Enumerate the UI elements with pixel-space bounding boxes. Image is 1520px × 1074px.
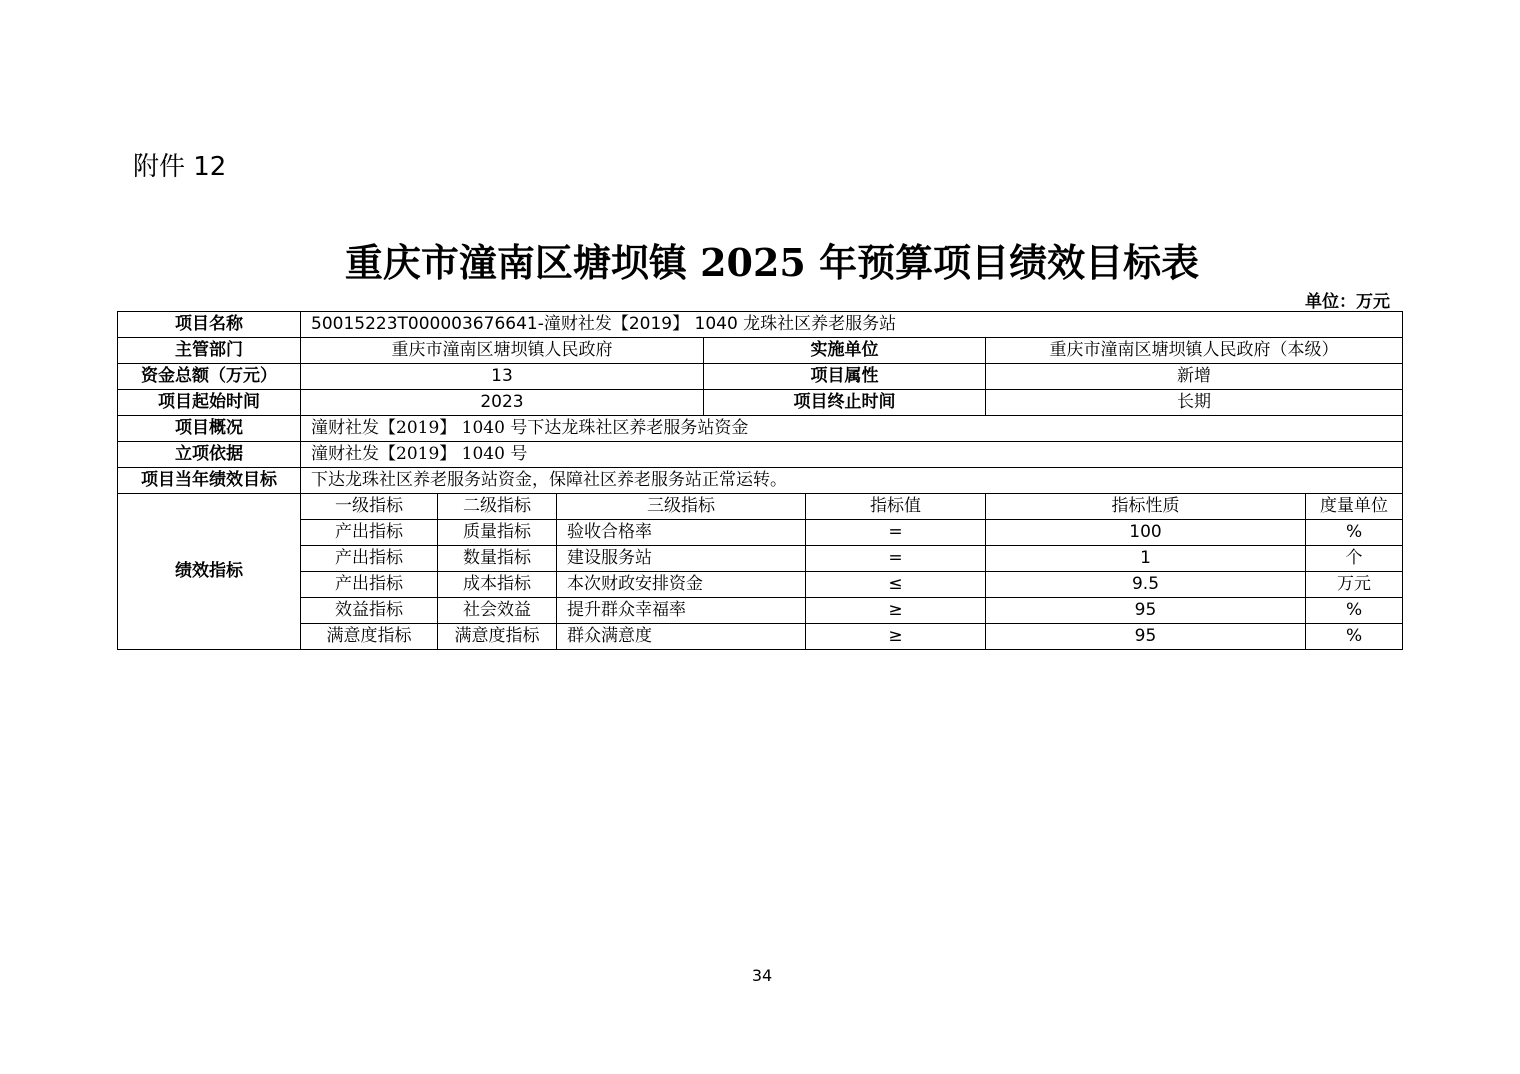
indicator-operator: = xyxy=(806,546,986,572)
row-overview xyxy=(118,416,1403,442)
indicator-level1: 产出指标 xyxy=(301,546,438,572)
table-row xyxy=(118,598,1403,624)
goal-value: 下达龙珠社区养老服务站资金，保障社区养老服务站正常运转。 xyxy=(301,468,1403,494)
implementer-label: 实施单位 xyxy=(704,338,986,364)
indicator-level2: 数量指标 xyxy=(438,546,557,572)
indicator-operator: = xyxy=(806,520,986,546)
unit-label: 单位：万元 xyxy=(1305,292,1390,312)
header-indicator-nature: 指标性质 xyxy=(986,494,1306,520)
indicators-section-label: 绩效指标 xyxy=(118,494,301,650)
fund-label: 资金总额（万元） xyxy=(118,364,301,390)
attachment-label: 附件 12 xyxy=(133,152,227,182)
indicator-level1: 产出指标 xyxy=(301,520,438,546)
row-fund xyxy=(118,364,1403,390)
overview-label: 项目概况 xyxy=(118,416,301,442)
attribute-label: 项目属性 xyxy=(704,364,986,390)
indicator-unit: % xyxy=(1306,624,1403,650)
row-department xyxy=(118,338,1403,364)
indicator-level3: 提升群众幸福率 xyxy=(557,598,806,624)
table-row xyxy=(118,520,1403,546)
indicator-level2: 社会效益 xyxy=(438,598,557,624)
indicator-operator: ≥ xyxy=(806,598,986,624)
fund-value: 13 xyxy=(301,364,704,390)
indicator-unit: 万元 xyxy=(1306,572,1403,598)
indicator-unit: % xyxy=(1306,520,1403,546)
table-row xyxy=(118,624,1403,650)
indicator-operator: ≥ xyxy=(806,624,986,650)
row-basis xyxy=(118,442,1403,468)
indicator-target: 100 xyxy=(986,520,1306,546)
row-goal xyxy=(118,468,1403,494)
indicator-level2: 质量指标 xyxy=(438,520,557,546)
row-period xyxy=(118,390,1403,416)
page-number: 34 xyxy=(751,966,773,985)
attribute-value: 新增 xyxy=(986,364,1403,390)
project-name-value: 50015223T000003676641-潼财社发【2019】 1040 龙珠社区养老服务站 xyxy=(301,312,1403,338)
end-time-value: 长期 xyxy=(986,390,1403,416)
header-indicator-value: 指标值 xyxy=(806,494,986,520)
indicator-level3: 验收合格率 xyxy=(557,520,806,546)
department-value: 重庆市潼南区塘坝镇人民政府 xyxy=(301,338,704,364)
indicator-level2: 满意度指标 xyxy=(438,624,557,650)
department-label: 主管部门 xyxy=(118,338,301,364)
indicator-unit: % xyxy=(1306,598,1403,624)
indicator-level1: 产出指标 xyxy=(301,572,438,598)
indicator-header-row xyxy=(118,494,1403,520)
indicator-level2: 成本指标 xyxy=(438,572,557,598)
header-unit: 度量单位 xyxy=(1306,494,1403,520)
indicator-target: 95 xyxy=(986,624,1306,650)
basis-value: 潼财社发【2019】 1040 号 xyxy=(301,442,1403,468)
indicator-target: 9.5 xyxy=(986,572,1306,598)
indicator-level1: 满意度指标 xyxy=(301,624,438,650)
overview-value: 潼财社发【2019】 1040 号下达龙珠社区养老服务站资金 xyxy=(301,416,1403,442)
header-level3: 三级指标 xyxy=(557,494,806,520)
performance-table xyxy=(117,311,1403,650)
indicator-operator: ≤ xyxy=(806,572,986,598)
indicator-target: 1 xyxy=(986,546,1306,572)
table-row xyxy=(118,572,1403,598)
indicator-level1: 效益指标 xyxy=(301,598,438,624)
end-time-label: 项目终止时间 xyxy=(704,390,986,416)
implementer-value: 重庆市潼南区塘坝镇人民政府（本级） xyxy=(986,338,1403,364)
indicator-level3: 本次财政安排资金 xyxy=(557,572,806,598)
header-level1: 一级指标 xyxy=(301,494,438,520)
row-project-name xyxy=(118,312,1403,338)
indicator-level3: 群众满意度 xyxy=(557,624,806,650)
indicator-target: 95 xyxy=(986,598,1306,624)
page-title: 重庆市潼南区塘坝镇 2025 年预算项目绩效目标表 xyxy=(344,240,1200,285)
project-name-label: 项目名称 xyxy=(118,312,301,338)
header-level2: 二级指标 xyxy=(438,494,557,520)
indicator-unit: 个 xyxy=(1306,546,1403,572)
goal-label: 项目当年绩效目标 xyxy=(118,468,301,494)
basis-label: 立项依据 xyxy=(118,442,301,468)
start-time-value: 2023 xyxy=(301,390,704,416)
indicator-level3: 建设服务站 xyxy=(557,546,806,572)
start-time-label: 项目起始时间 xyxy=(118,390,301,416)
table-row xyxy=(118,546,1403,572)
